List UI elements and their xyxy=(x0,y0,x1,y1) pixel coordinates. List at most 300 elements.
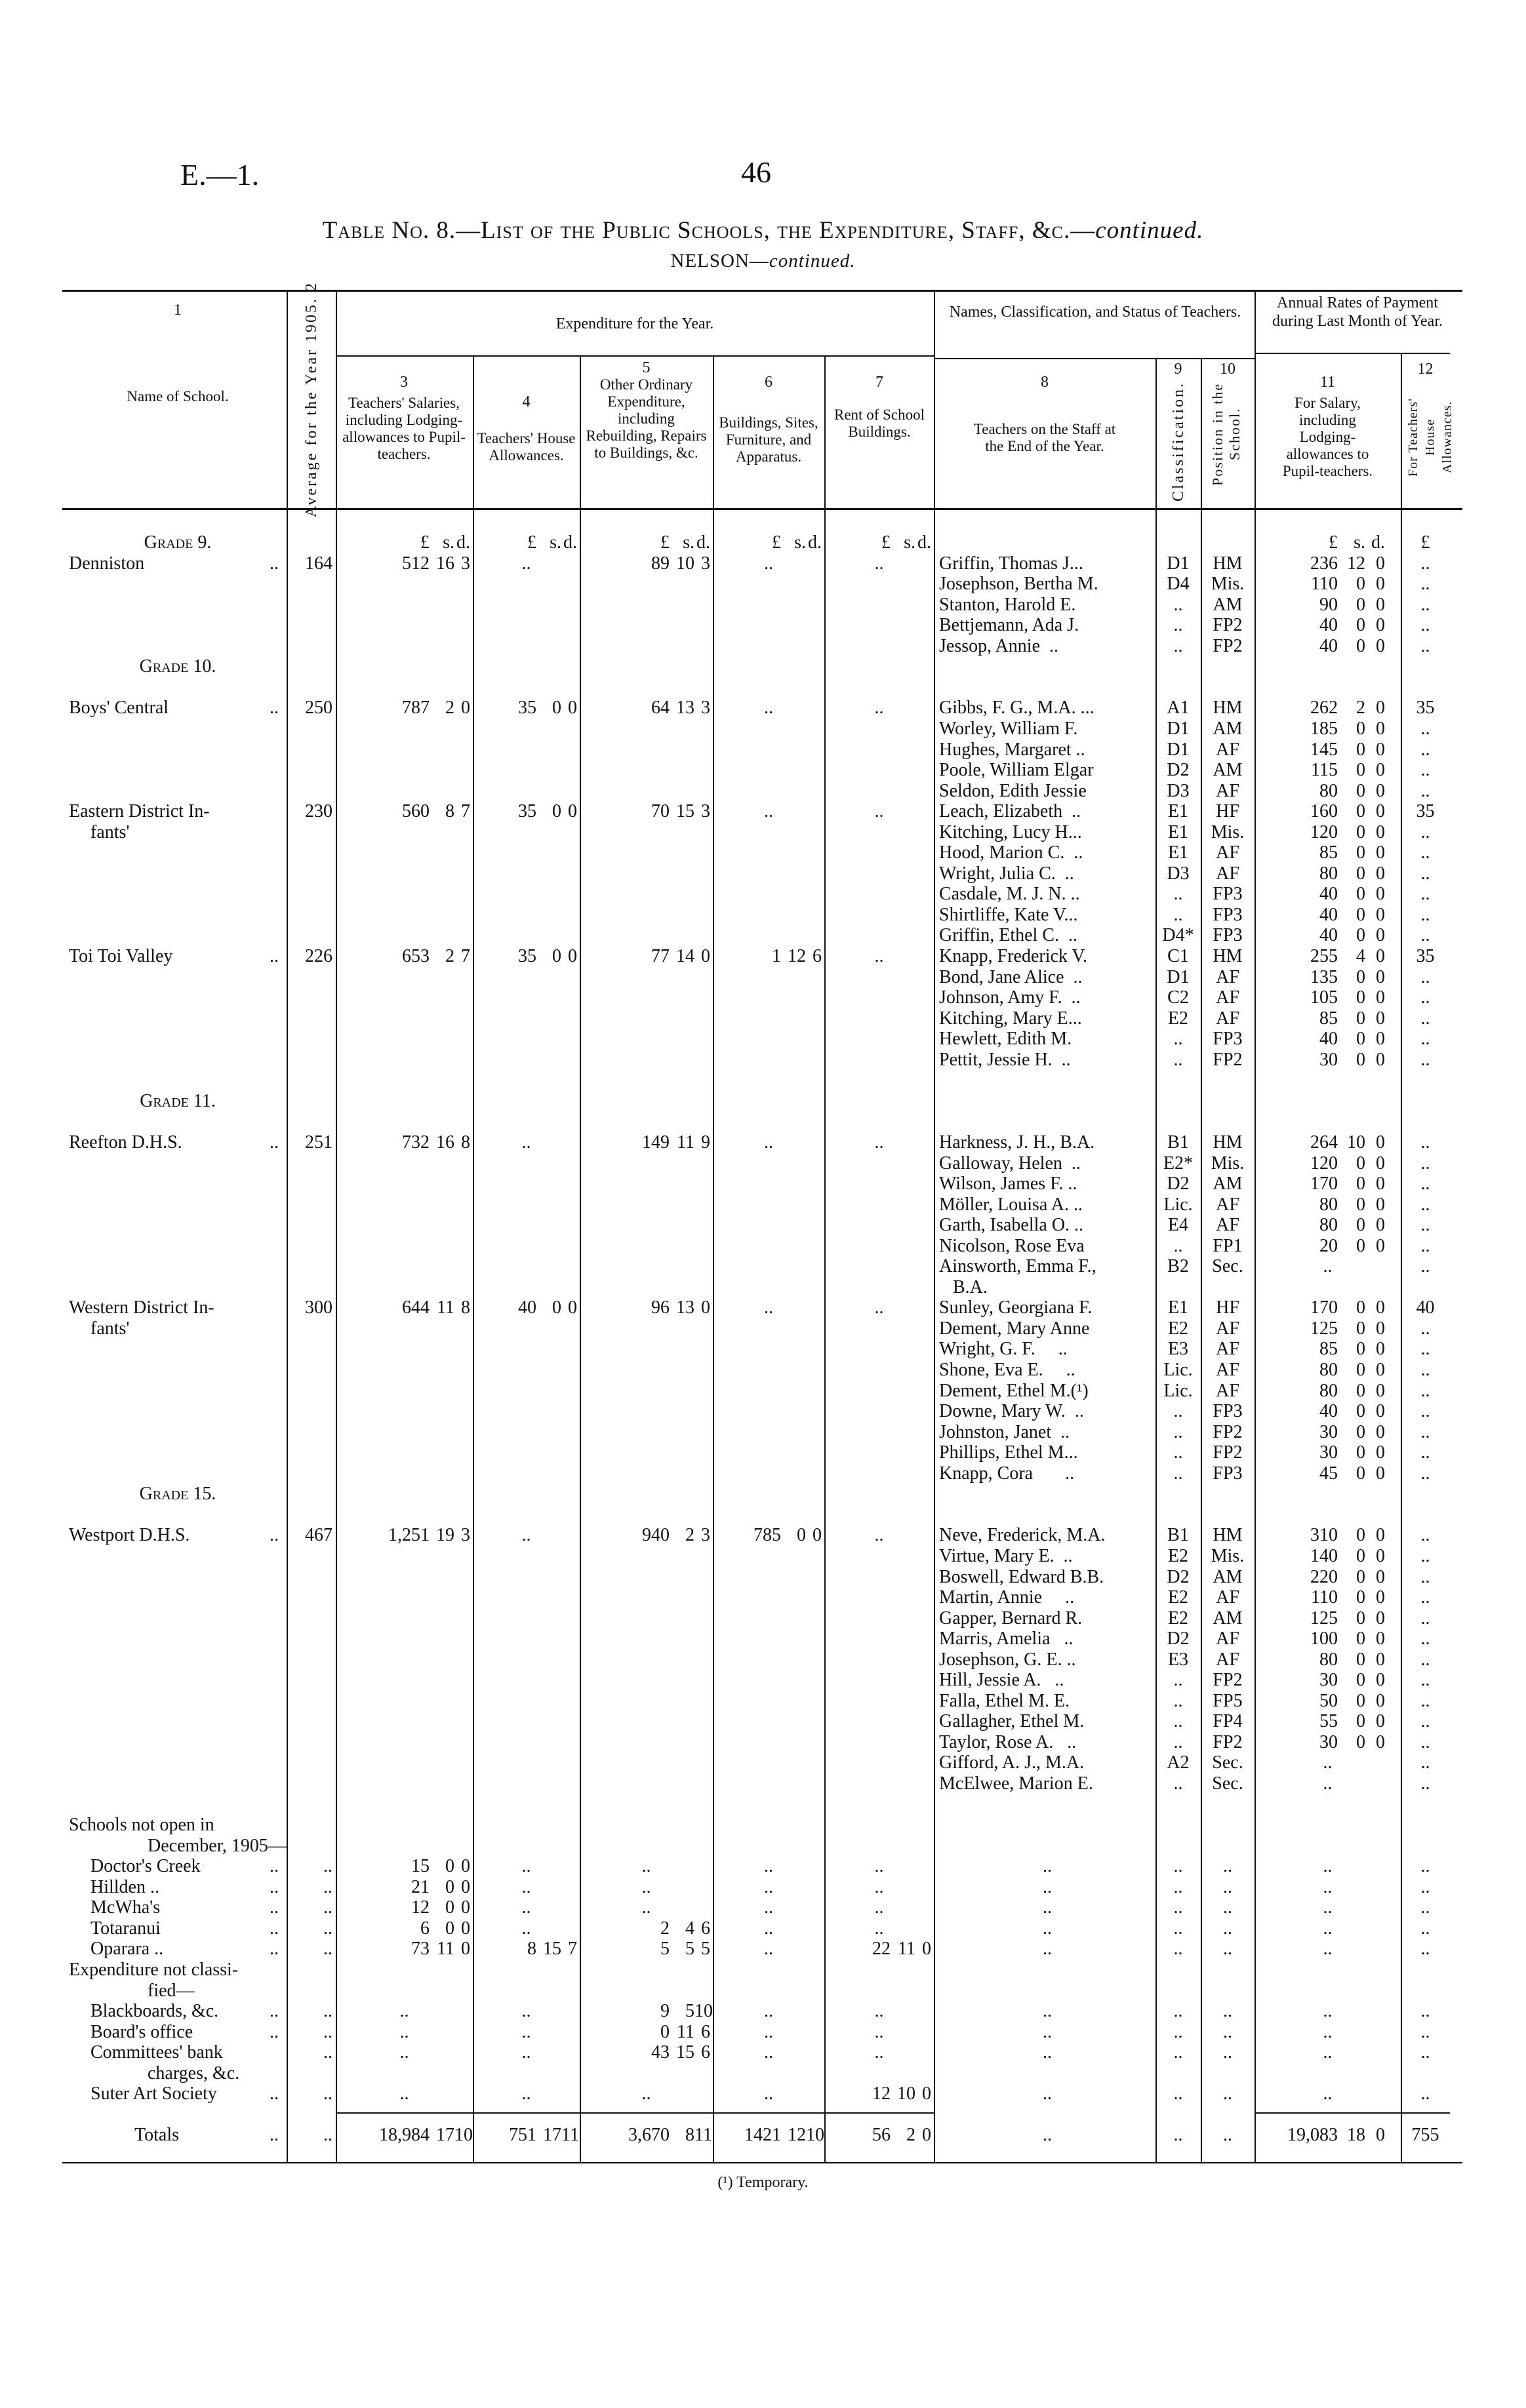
cell-c12: .. xyxy=(1420,760,1430,781)
pence: 0 xyxy=(1376,1421,1385,1442)
table-row xyxy=(0,1856,1526,1876)
shillings: 0 xyxy=(1356,925,1365,946)
pounds: 185 xyxy=(1310,718,1338,739)
cell-c4: .. xyxy=(521,1897,531,1918)
cell-teacher: Knapp, Frederick V. xyxy=(939,946,1088,966)
shillings: 0 xyxy=(1356,863,1365,884)
cell-c11 xyxy=(1255,1132,1401,1153)
cell-c6: .. xyxy=(764,553,773,574)
shillings: 13 xyxy=(676,698,694,719)
col-number: 2 xyxy=(302,281,320,291)
pounds: 56 xyxy=(872,2125,891,2146)
cell-cls: E1 xyxy=(1167,801,1189,822)
school-name: fants' xyxy=(90,1318,130,1339)
cell-teacher: Wright, G. F. .. xyxy=(939,1339,1068,1360)
pence: 0 xyxy=(1376,698,1385,719)
cell-cls: D2 xyxy=(1167,760,1190,781)
table-row xyxy=(0,1505,1526,1525)
cell-avg: .. xyxy=(323,2125,332,2146)
cell-c3: .. xyxy=(399,2001,409,2022)
cell-c11 xyxy=(1255,863,1401,884)
shillings: s. xyxy=(1354,532,1365,553)
cell-pos: FP2 xyxy=(1213,615,1243,636)
group-rule-teachers xyxy=(934,358,1255,359)
cell-avg: .. xyxy=(323,1939,332,1960)
shillings: 0 xyxy=(1356,1235,1365,1256)
cell-teacher: Gallagher, Ethel M. xyxy=(939,1711,1085,1732)
cell-c12: .. xyxy=(1420,2042,1430,2063)
cell-c12: .. xyxy=(1420,1318,1430,1339)
pounds: 560 xyxy=(402,801,430,822)
cell-pos: Mis. xyxy=(1211,574,1245,595)
cell-c12: .. xyxy=(1420,1442,1430,1463)
cell-c12: .. xyxy=(1420,1360,1430,1380)
header-col-11 xyxy=(1257,374,1398,505)
cell-c11 xyxy=(1255,1442,1401,1463)
shillings: 0 xyxy=(1356,1215,1365,1236)
cell-c5: .. xyxy=(641,1876,651,1897)
pence: 0 xyxy=(568,1297,577,1318)
cell-c11 xyxy=(1255,1670,1401,1690)
pounds: 15 xyxy=(411,1856,430,1877)
cell-cls: .. xyxy=(1173,594,1183,615)
pence: 6 xyxy=(701,1918,710,1939)
table-row xyxy=(0,553,1526,574)
title-continued: continued. xyxy=(1095,217,1204,244)
cell-pos: AF xyxy=(1216,1628,1239,1649)
col-number: 8 xyxy=(1041,374,1049,391)
school-name-cell xyxy=(69,2042,279,2063)
pence: 0 xyxy=(568,946,577,966)
cell-cls: D1 xyxy=(1167,553,1190,574)
table-row xyxy=(0,987,1526,1008)
cell-pos: AF xyxy=(1216,987,1239,1008)
subtitle-continued: continued. xyxy=(769,250,856,271)
shillings: 0 xyxy=(1356,842,1365,863)
cell-teacher: .. xyxy=(1043,1856,1052,1877)
cell-c11 xyxy=(1255,1628,1401,1649)
cell-teacher: Kitching, Lucy H... xyxy=(939,821,1082,842)
shillings: 0 xyxy=(552,801,561,822)
pounds: 2 xyxy=(660,1918,670,1939)
cell-pos: AF xyxy=(1216,1008,1239,1029)
table-row xyxy=(0,595,1526,615)
cell-pos: AF xyxy=(1216,842,1239,863)
col-label-text: Average for the Year 1905. xyxy=(302,296,320,518)
cell-c12: .. xyxy=(1420,739,1430,760)
cell-pos: Mis. xyxy=(1211,1545,1245,1566)
cell-c3 xyxy=(336,1877,473,1897)
grade-heading: Grade 10. xyxy=(139,656,216,677)
pounds: 140 xyxy=(1310,1545,1338,1566)
pounds: 55 xyxy=(1319,1711,1338,1732)
school-name-cell xyxy=(69,1981,279,2001)
cell-pos: FP2 xyxy=(1213,1049,1243,1070)
shillings: 0 xyxy=(1356,594,1365,615)
cell-pos: FP3 xyxy=(1213,884,1243,905)
col-number: 9 xyxy=(1174,361,1182,378)
header-col-7 xyxy=(827,374,932,505)
cell-cls: .. xyxy=(1173,1049,1183,1070)
cell-c4 xyxy=(473,946,580,966)
table-row xyxy=(0,1029,1526,1049)
group-header-rates: Annual Rates of Payment during Last Month of Year. xyxy=(1272,294,1443,330)
cell-c11 xyxy=(1255,615,1401,635)
school-name-cell xyxy=(69,1297,279,1318)
shillings: 10 xyxy=(1347,1132,1365,1153)
cell-c12: .. xyxy=(1420,1132,1430,1153)
table-row xyxy=(0,967,1526,987)
footnote: (¹) Temporary. xyxy=(717,2174,809,2191)
table-row xyxy=(0,1773,1526,1794)
shillings: 0 xyxy=(1356,1670,1365,1691)
cell-teacher: Hood, Marion C. .. xyxy=(939,842,1083,863)
school-name-cell xyxy=(69,2001,279,2021)
pence: 0 xyxy=(1376,1235,1385,1256)
school-name-cell xyxy=(69,1939,279,1959)
pence: 0 xyxy=(701,1297,710,1318)
cell-cls: Lic. xyxy=(1163,1360,1193,1380)
cell-c4: .. xyxy=(521,1856,531,1877)
pounds: 96 xyxy=(651,1297,670,1318)
cell-c6: .. xyxy=(764,801,773,822)
cell-c5 xyxy=(580,2042,713,2063)
col-number: 3 xyxy=(400,374,408,391)
school-name-cell xyxy=(69,946,279,966)
shillings: 0 xyxy=(1356,1525,1365,1546)
table-row xyxy=(0,1318,1526,1339)
cell-pos: Mis. xyxy=(1211,1153,1245,1174)
col-label: Teachers' Salaries, including Lodging-allowances to Pupil-teachers. xyxy=(342,395,466,462)
cell-c5 xyxy=(580,801,713,821)
shillings: 0 xyxy=(1356,1339,1365,1360)
pence: 0 xyxy=(1376,2125,1385,2146)
school-name: Committees' bank xyxy=(90,2042,223,2063)
pence: 8 xyxy=(461,1132,470,1153)
shillings: 0 xyxy=(1356,1545,1365,1566)
cell-avg: 467 xyxy=(305,1525,332,1546)
pence: 0 xyxy=(1376,1442,1385,1463)
cell-cls: D1 xyxy=(1167,718,1190,739)
table-row xyxy=(0,1070,1526,1090)
cell-c11 xyxy=(1255,1194,1401,1215)
pence: 0 xyxy=(1376,1008,1385,1029)
school-name-cell xyxy=(69,2022,279,2042)
cell-c11 xyxy=(1255,1318,1401,1339)
shillings: 0 xyxy=(1356,760,1365,781)
pence: 0 xyxy=(1376,718,1385,739)
cell-cls: B2 xyxy=(1167,1256,1189,1277)
cell-pos: AF xyxy=(1216,1360,1239,1380)
shillings: 0 xyxy=(1356,1442,1365,1463)
cell-teacher: Harkness, J. H., B.A. xyxy=(939,1132,1095,1153)
pounds: 30 xyxy=(1319,1049,1338,1070)
cell-c4 xyxy=(473,2125,580,2145)
cell-c11: .. xyxy=(1323,2021,1333,2042)
shillings: 0 xyxy=(1356,1360,1365,1380)
cell-c11 xyxy=(1255,1360,1401,1380)
shillings: 0 xyxy=(1356,1401,1365,1422)
pence: 0 xyxy=(813,1525,822,1546)
pounds: 80 xyxy=(1319,1215,1338,1236)
table-row xyxy=(0,1794,1526,1815)
col-number: 7 xyxy=(875,374,883,391)
table-row xyxy=(0,1670,1526,1690)
pence: 0 xyxy=(568,698,577,719)
table-row xyxy=(0,1339,1526,1359)
cell-avg: 251 xyxy=(305,1132,332,1153)
pounds: 40 xyxy=(1319,904,1338,925)
table-row xyxy=(0,636,1526,656)
table-row xyxy=(0,2063,1526,2083)
table-row xyxy=(0,1484,1526,1504)
pounds: 12 xyxy=(411,1897,430,1918)
pounds: 310 xyxy=(1310,1525,1338,1546)
col-label: Other Ordinary Expenditure, including Rebuilding, Repairs to Buildings, &c. xyxy=(586,376,707,461)
cell-teacher: Dement, Mary Anne xyxy=(939,1318,1090,1339)
shillings: 4 xyxy=(685,1918,694,1939)
pence: 0 xyxy=(1376,925,1385,946)
cell-c12: .. xyxy=(1420,966,1430,987)
pence: d. xyxy=(696,532,710,553)
cell-teacher: Gapper, Bernard R. xyxy=(939,1608,1083,1628)
table-row xyxy=(0,1194,1526,1215)
pounds: 64 xyxy=(651,698,670,719)
cell-teacher: Pettit, Jessie H. .. xyxy=(939,1049,1071,1070)
cell-c11: .. xyxy=(1323,2083,1333,2104)
cell-teacher: Kitching, Mary E... xyxy=(939,1008,1082,1029)
table-row xyxy=(0,1897,1526,1918)
school-name: Denniston xyxy=(69,553,145,574)
leader-dots: .. xyxy=(270,1939,279,1960)
leader-dots: .. xyxy=(270,1856,279,1877)
shillings: 2 xyxy=(445,946,454,966)
leader-dots: .. xyxy=(270,946,279,966)
shillings: 0 xyxy=(1356,718,1365,739)
cell-pos: AM xyxy=(1213,760,1243,781)
school-name: Expenditure not classi- xyxy=(69,1959,239,1980)
cell-c11 xyxy=(1255,801,1401,821)
cell-teacher: McElwee, Marion E. xyxy=(939,1773,1093,1794)
shillings: 0 xyxy=(1356,1463,1365,1484)
pence: 11 xyxy=(694,2125,712,2146)
pounds: 80 xyxy=(1319,863,1338,884)
shillings: 11 xyxy=(437,1297,454,1318)
pence: 0 xyxy=(1376,1029,1385,1050)
cell-cls: .. xyxy=(1173,1442,1183,1463)
school-name: charges, &c. xyxy=(148,2063,240,2083)
cell-c12: .. xyxy=(1420,904,1430,925)
cell-teacher: B.A. xyxy=(939,1276,988,1297)
table-row xyxy=(0,1360,1526,1380)
cell-c11 xyxy=(1255,2125,1401,2145)
pounds: 125 xyxy=(1310,1608,1338,1628)
cell-c11 xyxy=(1255,1297,1401,1318)
table-row xyxy=(0,781,1526,801)
cell-teacher: Martin, Annie .. xyxy=(939,1587,1075,1608)
cell-teacher: .. xyxy=(1043,2042,1052,2063)
cell-c12: .. xyxy=(1420,780,1430,801)
shillings: 10 xyxy=(676,553,694,574)
cell-pos: AF xyxy=(1216,739,1239,760)
cell-c11 xyxy=(1255,1546,1401,1566)
cell-cls: E2* xyxy=(1163,1153,1194,1174)
cell-c4 xyxy=(473,801,580,821)
cell-c6: .. xyxy=(764,1132,773,1153)
cell-teacher: Griffin, Thomas J... xyxy=(939,553,1083,574)
cell-c4 xyxy=(473,1297,580,1318)
cell-c4: .. xyxy=(521,1132,531,1153)
cell-c3 xyxy=(336,1856,473,1876)
cell-pos: AF xyxy=(1216,780,1239,801)
cell-teacher: Marris, Amelia .. xyxy=(939,1628,1074,1649)
table-row xyxy=(0,842,1526,863)
pounds: 22 xyxy=(872,1939,891,1960)
cell-avg: .. xyxy=(323,2001,332,2022)
cell-cls: C2 xyxy=(1167,987,1189,1008)
school-name-cell xyxy=(69,801,279,821)
cell-pos: FP3 xyxy=(1213,1401,1243,1422)
shillings: 0 xyxy=(1356,1421,1365,1442)
cell-teacher: Shone, Eva E. .. xyxy=(939,1360,1075,1380)
shillings: 5 xyxy=(685,2001,694,2022)
cell-avg: 164 xyxy=(305,553,332,574)
cell-pos: FP2 xyxy=(1213,1442,1243,1463)
table-row xyxy=(0,1836,1526,1856)
pounds: 1421 xyxy=(744,2125,781,2146)
cell-c11 xyxy=(1255,1463,1401,1484)
table-row xyxy=(0,1297,1526,1318)
pounds: 785 xyxy=(753,1525,781,1546)
shillings: 0 xyxy=(1356,1608,1365,1628)
cell-pos: AM xyxy=(1213,594,1243,615)
cell-pos: .. xyxy=(1223,1939,1232,1960)
shillings: 0 xyxy=(1356,1566,1365,1587)
shillings: 0 xyxy=(1356,1049,1365,1070)
shillings: 0 xyxy=(1356,1690,1365,1711)
pounds: 35 xyxy=(518,698,536,719)
shillings: 15 xyxy=(543,1939,561,1960)
cell-pos: AF xyxy=(1216,1318,1239,1339)
cell-cls: .. xyxy=(1173,1463,1183,1484)
shillings: 11 xyxy=(898,1939,915,1960)
col-label xyxy=(303,281,320,517)
shillings: 12 xyxy=(788,2125,806,2146)
cell-c12: 755 xyxy=(1411,2125,1439,2146)
table-row xyxy=(0,1008,1526,1029)
pounds: 43 xyxy=(651,2042,670,2063)
pounds: 6 xyxy=(420,1918,430,1939)
cell-cls: E2 xyxy=(1167,1545,1189,1566)
pence: 0 xyxy=(1376,739,1385,760)
shillings: 0 xyxy=(1356,1029,1365,1050)
pence: 0 xyxy=(1376,1711,1385,1732)
cell-c4: .. xyxy=(521,1918,531,1939)
table-row xyxy=(0,1463,1526,1484)
pounds: 110 xyxy=(1311,574,1338,595)
cell-cls: .. xyxy=(1173,2001,1183,2022)
cell-c12: .. xyxy=(1420,1670,1430,1691)
pence: d. xyxy=(917,532,931,553)
school-name: Suter Art Society xyxy=(90,2083,217,2104)
cell-c12: .. xyxy=(1420,1215,1430,1236)
cell-cls: .. xyxy=(1173,2083,1183,2104)
shillings: 0 xyxy=(445,1918,454,1939)
pounds: 170 xyxy=(1310,1297,1338,1318)
school-name: Eastern District In- xyxy=(69,801,210,822)
col-number: 6 xyxy=(765,374,773,391)
cell-pos: AF xyxy=(1216,1649,1239,1670)
pounds: 160 xyxy=(1310,801,1338,822)
table-row xyxy=(0,1422,1526,1442)
pounds: 90 xyxy=(1319,594,1338,615)
table-row xyxy=(0,822,1526,842)
shillings: 0 xyxy=(1356,739,1365,760)
cell-c12: .. xyxy=(1420,1029,1430,1050)
pounds: 120 xyxy=(1310,821,1338,842)
shillings: 15 xyxy=(676,801,694,822)
col-number: 11 xyxy=(1319,374,1336,391)
col-label: Buildings, Sites, Furniture, and Apparatus. xyxy=(719,414,818,465)
pounds: 77 xyxy=(651,946,670,966)
pounds: 120 xyxy=(1310,1153,1338,1174)
cell-pos: AF xyxy=(1216,1380,1239,1401)
pounds: 80 xyxy=(1319,1360,1338,1380)
pounds: 12 xyxy=(872,2083,891,2104)
pence: 0 xyxy=(1376,1587,1385,1608)
cell-c11 xyxy=(1255,905,1401,925)
cell-c5 xyxy=(580,2001,713,2021)
table-row xyxy=(0,1918,1526,1939)
cell-teacher: .. xyxy=(1043,1897,1052,1918)
cell-cls: .. xyxy=(1173,1711,1183,1732)
cell-c6: .. xyxy=(764,698,773,719)
table-row xyxy=(0,863,1526,884)
cell-pos: FP3 xyxy=(1213,1029,1243,1050)
cell-teacher: Griffin, Ethel C. .. xyxy=(939,925,1078,946)
col-label: For Teachers' House Allowances. xyxy=(1405,398,1455,477)
table-row xyxy=(0,760,1526,780)
cell-c12: 40 xyxy=(1416,1297,1435,1318)
pence: 0 xyxy=(1376,821,1385,842)
leader-dots: .. xyxy=(270,2021,279,2042)
cell-c11 xyxy=(1255,574,1401,594)
shillings: 0 xyxy=(1356,1731,1365,1752)
pence: 0 xyxy=(1376,1525,1385,1546)
pence: 0 xyxy=(1376,1153,1385,1174)
school-name: Boys' Central xyxy=(69,698,169,719)
pence: 10 xyxy=(806,2125,824,2146)
header-col-6 xyxy=(715,374,822,505)
cell-c11: .. xyxy=(1323,1752,1333,1773)
cell-c12: .. xyxy=(1420,1856,1430,1877)
pence: 3 xyxy=(461,553,470,574)
cell-teacher: Josephson, G. E. .. xyxy=(939,1649,1076,1670)
header-col-4 xyxy=(475,393,577,505)
pounds: 653 xyxy=(402,946,430,966)
school-name-cell xyxy=(69,2063,279,2083)
table-row xyxy=(0,2022,1526,2042)
cell-pos: AF xyxy=(1216,966,1239,987)
table-row xyxy=(0,2083,1526,2104)
col-label: Rent of School Buildings. xyxy=(834,406,925,440)
cell-cls: D1 xyxy=(1167,739,1190,760)
pounds: 30 xyxy=(1319,1421,1338,1442)
cell-pos: HF xyxy=(1216,801,1239,822)
shillings: 0 xyxy=(1356,1318,1365,1339)
cell-pos: FP3 xyxy=(1213,1463,1243,1484)
cell-pos: .. xyxy=(1223,2021,1232,2042)
